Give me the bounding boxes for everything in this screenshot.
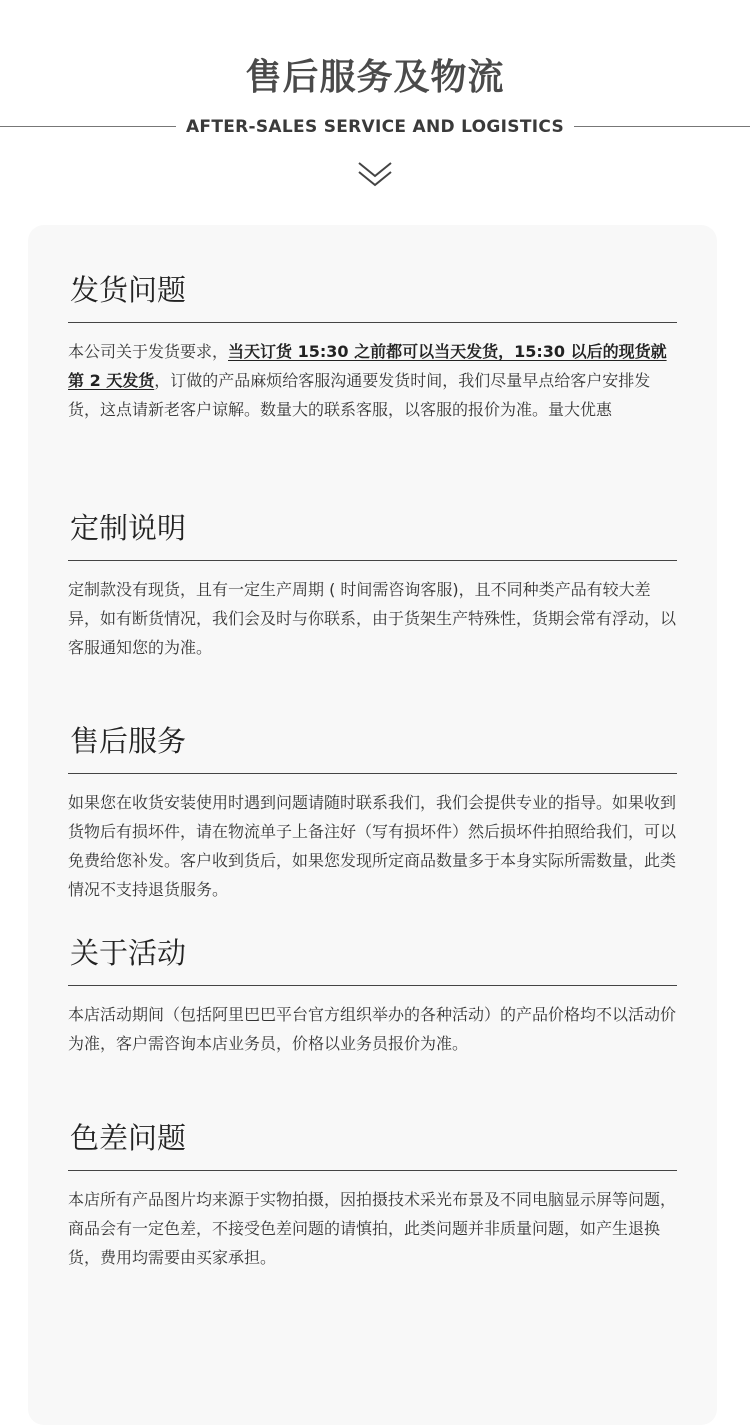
section-body: 如果您在收货安装使用时遇到问题请随时联系我们，我们会提供专业的指导。如果收到货物后有损坏件，请在物流单子上备注好（写有损坏件）然后损坏件拍照给我们，可以免费给您补发。客户收到货后，如果您发现所定商品数量多于本身实际所需数量，此类情况不支持退货服务。 — [68, 793, 677, 899]
section-body-text: 本公司关于发货要求， — [68, 342, 229, 361]
section-shipping — [68, 270, 677, 424]
subtitle-rule-left — [0, 126, 176, 127]
section-promotions — [68, 933, 677, 1058]
section-title: 关于活动 — [68, 933, 677, 986]
section-title: 定制说明 — [68, 508, 677, 561]
section-title: 发货问题 — [68, 270, 677, 323]
section-title: 色差问题 — [68, 1118, 677, 1171]
section-color-difference — [68, 1118, 677, 1272]
subtitle-row — [0, 114, 750, 140]
shipping-deadline-emphasis: 当天订货 15:30 之前都可以当天发货，15:30 以后的现货就第 2 天发货 — [68, 342, 667, 390]
section-title: 售后服务 — [68, 721, 677, 774]
section-body: 本店活动期间（包括阿里巴巴平台官方组织举办的各种活动）的产品价格均不以活动价为准，客户需咨询本店业务员，价格以业务员报价为准。 — [68, 1005, 677, 1053]
double-chevron-down-icon — [357, 158, 393, 190]
section-body-text: ，订做的产品麻烦给客服沟通要发货时间，我们尽量早点给客户安排发货，这点请新老客户谅解。数量大的联系客服，以客服的报价为准。量大优惠 — [68, 371, 651, 419]
section-customization — [68, 508, 677, 662]
section-body: 本店所有产品图片均来源于实物拍摄，因拍摄技术采光布景及不同电脑显示屏等问题，商品会有一定色差，不接受色差问题的请慎拍，此类问题并非质量问题，如产生退换货，费用均需要由买家承担。 — [68, 1190, 677, 1267]
section-body: 定制款没有现货，且有一定生产周期 ( 时间需咨询客服)，且不同种类产品有较大差异，如有断货情况，我们会及时与你联系，由于货架生产特殊性，货期会常有浮动，以客服通知您的为准。 — [68, 580, 677, 657]
page-subtitle: AFTER-SALES SERVICE AND LOGISTICS — [185, 117, 565, 137]
subtitle-rule-right — [574, 126, 750, 127]
section-after-sales — [68, 721, 677, 904]
section-body — [68, 337, 680, 424]
page-title: 售后服务及物流 — [245, 57, 505, 98]
